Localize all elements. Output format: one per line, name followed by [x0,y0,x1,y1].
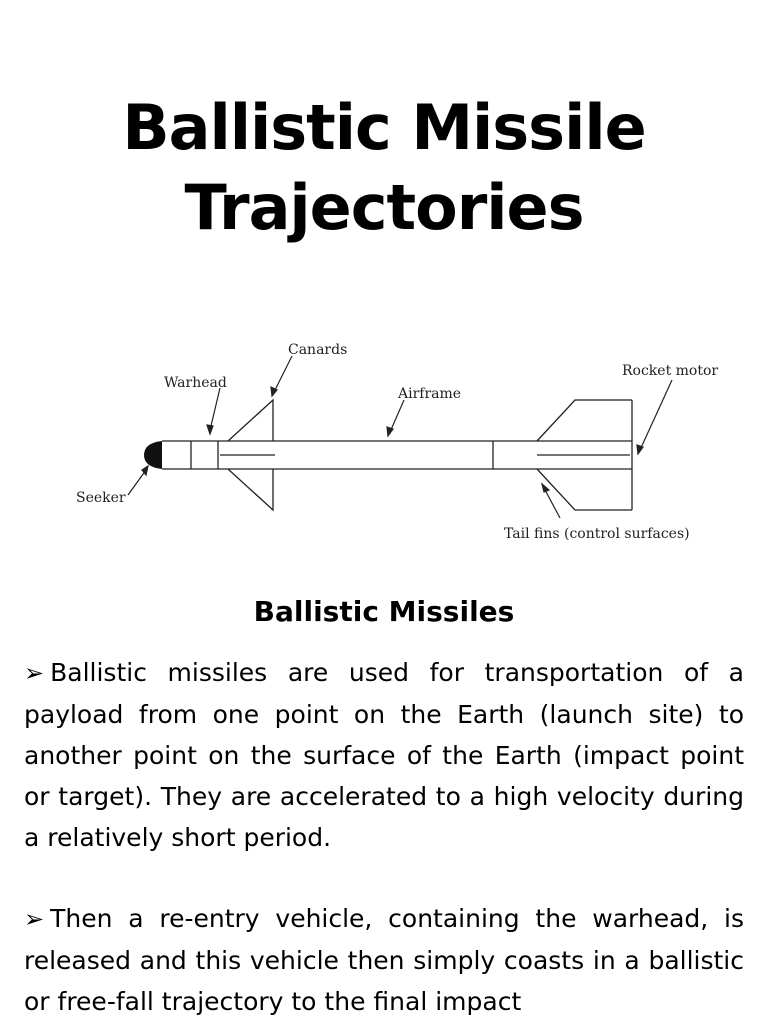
label-airframe: Airframe [398,386,462,402]
paragraph-2-text: Then a re-entry vehicle, containing the warhead, is released and this vehicle then simply coasts in a ballistic or free-fall trajectory to the final impact [24,904,744,1016]
label-canards: Canards [288,342,348,358]
page-title [0,88,768,248]
label-seeker: Seeker [76,490,126,506]
label-rocket-motor: Rocket motor [622,363,719,379]
bullet-arrow-icon: ➢ [24,905,45,933]
label-tail-fins: Tail fins (control surfaces) [504,526,690,542]
label-warhead: Warhead [164,375,227,391]
title-line-2: Trajectories [184,171,584,244]
missile-diagram [60,330,720,560]
paragraph-1 [24,652,744,858]
paragraph-2 [24,898,744,1022]
title-line-1: Ballistic Missile [122,91,646,164]
bullet-arrow-icon: ➢ [24,659,45,687]
paragraph-1-text: Ballistic missiles are used for transportation of a payload from one point on the Earth (launch site) to another point on the surface of the Earth (impact point or target). They are accelerated to a high velocity during a relatively short period. [24,658,744,852]
section-heading: Ballistic Missiles [253,595,515,628]
seeker-nose [144,441,162,469]
